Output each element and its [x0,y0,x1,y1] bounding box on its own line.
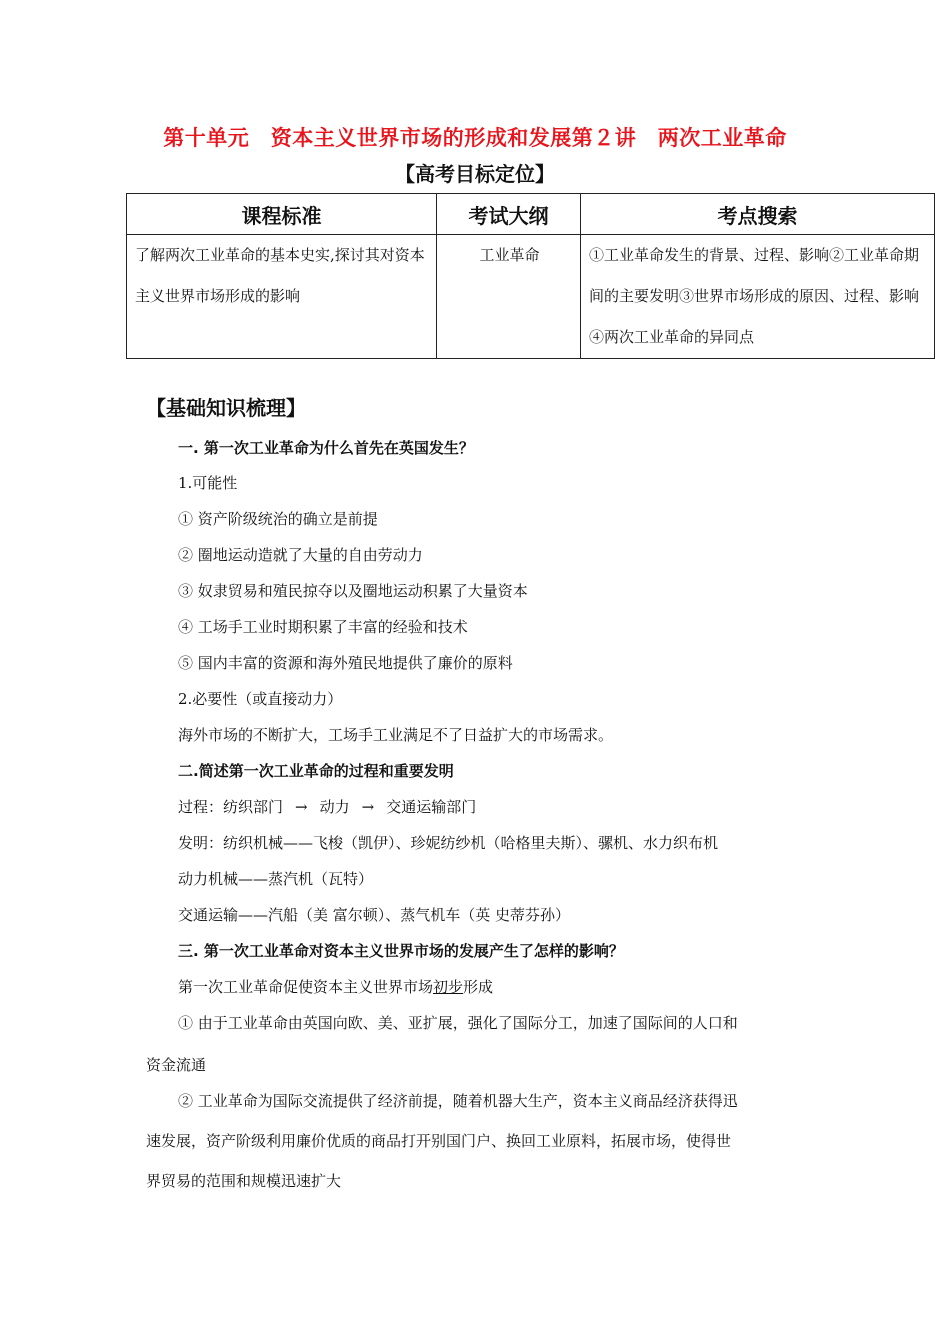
header-syllabus: 考试大纲 [437,194,581,235]
paragraph-line: ① 由于工业革命由英国向欧、美、亚扩展，强化了国际分工，加速了国际间的人口和 [178,1014,738,1032]
process-end: 交通运输部门 [386,798,477,816]
process-line [178,796,476,817]
necessity-text: 海外市场的不断扩大，工场手工业满足不了日益扩大的市场需求。 [178,726,614,744]
list-item: ② 圈地运动造就了大量的自由劳动力 [178,546,423,564]
cell-search: ①工业革命发生的背景、过程、影响②工业革命期间的主要发明③世界市场形成的原因、过程、影响④两次工业革命的异同点 [581,235,935,359]
list-item: ① 资产阶级统治的确立是前提 [178,510,378,528]
curriculum-table [126,193,935,359]
paragraph-line: 界贸易的范围和规模迅速扩大 [146,1172,342,1190]
table-header-row [127,194,935,235]
paragraph-line: 速发展，资产阶级利用廉价优质的商品打开别国门户、换回工业原料，拓展市场，使得世 [146,1132,732,1150]
section3-intro [178,976,493,997]
invention-line: 交通运输——汽船（美 富尔顿）、蒸气机车（英 史蒂芬孙） [178,906,571,924]
process-label: 过程：纺织部门 [178,798,284,816]
goal-heading: 【高考目标定位】 [395,162,555,186]
table-row [127,235,935,359]
basic-knowledge-heading: 【基础知识梳理】 [146,396,306,420]
list-item: ③ 奴隶贸易和殖民掠夺以及圈地运动积累了大量资本 [178,582,528,600]
invention-line: 动力机械——蒸汽机（瓦特） [178,870,374,888]
cell-standard: 了解两次工业革命的基本史实,探讨其对资本主义世界市场形成的影响 [127,235,437,359]
arrow-right-icon: → [295,798,308,816]
page-title: 第十单元 资本主义世界市场的形成和发展第２讲 两次工业革命 [163,126,787,150]
intro-underlined: 初步 [433,978,464,996]
section1-title: 一. 第一次工业革命为什么首先在英国发生？ [178,439,474,457]
cell-syllabus: 工业革命 [437,235,581,359]
process-mid: 动力 [319,798,350,816]
header-search: 考点搜索 [581,194,935,235]
section3-title: 三. 第一次工业革命对资本主义世界市场的发展产生了怎样的影响？ [178,942,624,960]
list-item: ⑤ 国内丰富的资源和海外殖民地提供了廉价的原料 [178,654,513,672]
intro-after: 形成 [463,978,494,996]
list-item: ④ 工场手工业时期积累了丰富的经验和技术 [178,618,468,636]
arrow-right-icon: → [361,798,375,816]
paragraph-line: 资金流通 [146,1056,207,1074]
section1-sub2: 2.必要性（或直接动力） [178,690,343,708]
header-standard: 课程标准 [127,194,437,235]
intro-before: 第一次工业革命促使资本主义世界市场 [178,978,434,996]
section1-sub1: 1.可能性 [178,474,238,492]
invention-line: 发明：纺织机械——飞梭（凯伊）、珍妮纺纱机（哈格里夫斯）、骡机、水力织布机 [178,834,719,852]
paragraph-line: ② 工业革命为国际交流提供了经济前提，随着机器大生产，资本主义商品经济获得迅 [178,1092,738,1110]
section2-title: 二.简述第一次工业革命的过程和重要发明 [178,762,454,780]
